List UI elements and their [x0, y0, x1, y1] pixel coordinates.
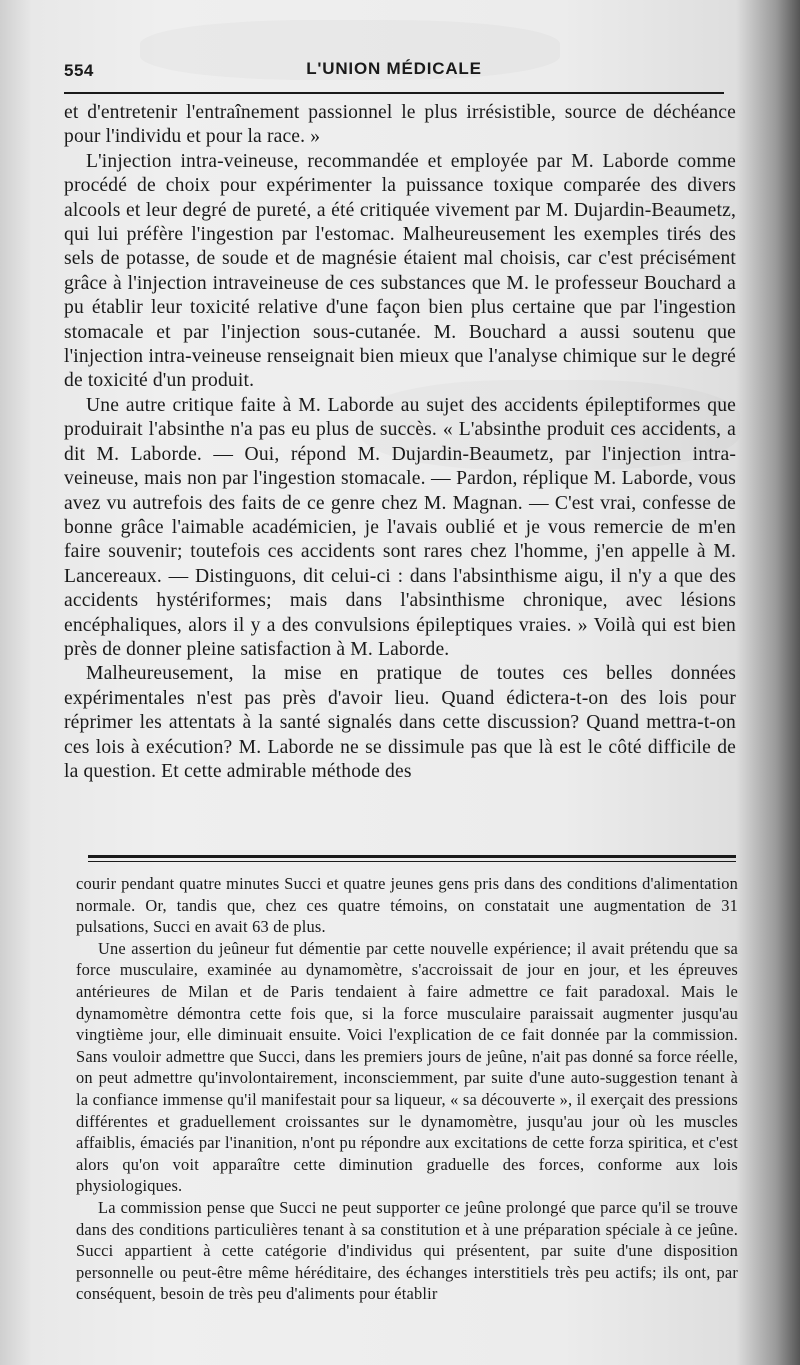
- body-paragraph: Malheureusement, la mise en pratique de toutes ces belles données expérimentales n'est pas près d'avoir lieu. Quand édictera-t-on des lois pour réprimer les attentats à la santé signalés dans cette discussion? Quand mettra-t-on ces lois à exécution? M. Laborde ne se dissimule pas que là est le côté difficile de la question. Et cette admirable méthode des: [64, 663, 736, 782]
- header-rule: [64, 92, 724, 94]
- body-paragraph: et d'entretenir l'entraînement passionnel le plus irrésistible, source de déchéance pour l'individu et pour la race. »: [64, 102, 736, 148]
- footnote-rule-thick: [88, 855, 736, 858]
- footnote-rule-thin: [88, 861, 736, 862]
- body-paragraph: L'injection intra-veineuse, recommandée et employée par M. Laborde comme procédé de choix pour expérimenter la puissance toxique comparée des divers alcools et leur degré de pureté, a été critiquée vivement par M. Dujardin-Beaumetz, qui lui préfère l'ingestion par l'estomac. Malheureusement les exemples tirés des sels de potasse, de soude et de magnésie étaient mal choisis, car c'est précisément grâce à l'injection intraveineuse de ces substances que M. le professeur Bouchard a pu établir leur toxicité relative d'une façon bien plus certaine que par l'ingestion stomacale et par l'injection sous-cutanée. M. Bouchard a aussi soutenu que l'injection intra-veineuse renseignait bien mieux que l'analyse chimique sur le degré de toxicité d'un produit.: [64, 150, 736, 392]
- footnote-paragraph: La commission pense que Succi ne peut supporter ce jeûne prolongé que parce qu'il se trouve dans des conditions particulières tenant à sa constitution et à une préparation spéciale à ce jeûne. Succi appartient à cette catégorie d'individus qui présentent, par suite d'une disposition personnelle ou peut-être même héréditaire, des échanges interstitiels très peu actifs; ils ont, par conséquent, besoin de très peu d'aliments pour établir: [76, 1197, 738, 1304]
- body-paragraph: Une autre critique faite à M. Laborde au sujet des accidents épileptiformes que produirait l'absinthe n'a pas eu plus de succès. « L'absinthe produit ces accidents, a dit M. Laborde. — Oui, répond M. Dujardin-Beaumetz, par l'injection intra-veineuse, mais non par l'ingestion stomacale. — Pardon, réplique M. Laborde, vous avez vu autrefois des faits de ce genre chez M. Magnan. — C'est vrai, confesse de bonne grâce l'aimable académicien, je l'avais oublié et je vous remercie de m'en faire souvenir; toutefois ces accidents sont rares chez l'homme, j'en appelle à M. Lancereaux. — Distinguons, dit celui-ci : dans l'absinthisme aigu, il n'y a que des accidents hystériformes; mais dans l'absinthisme chronique, avec lésions encéphaliques, alors il y a des convulsions épileptiques vraies. » Voilà qui est bien près de donner pleine satisfaction à M. Laborde.: [64, 394, 736, 660]
- footnote-paragraph: Une assertion du jeûneur fut démentie par cette nouvelle expérience; il avait prétendu que sa force musculaire, examinée au dynamomètre, s'accroissait de jour en jour, et les épreuves antérieures de Milan et de Paris tendaient à faire admettre ce fait paradoxal. Mais le dynamomètre démontra cette fois que, si la force musculaire paraissait augmenter jusqu'au vingtième jour, elle diminuait ensuite. Voici l'explication de ce fait donnée par la commission. Sans vouloir admettre que Succi, dans les premiers jours de jeûne, n'ait pas donné sa force réelle, on peut admettre qu'involontairement, inconsciemment, par suite d'une auto-suggestion tenant à la confiance immense qu'il manifestait pour sa liqueur, « sa découverte », il exerçait des pressions différentes et graduellement croissantes sur le dynamomètre, jusqu'au jour où les muscles affaiblis, émaciés par l'inanition, n'ont pu répondre aux excitations de cette forza spiritica, et c'est alors qu'on voit apparaître cette diminution graduelle des forces, conforme aux lois physiologiques.: [76, 938, 738, 1196]
- footnote: [76, 873, 738, 1305]
- page-header: [64, 55, 724, 85]
- main-text: [64, 101, 736, 784]
- footnote-paragraph: courir pendant quatre minutes Succi et quatre jeunes gens pris dans des conditions d'alimentation normale. Or, tandis que, chez ces quatre témoins, on constatait une augmentation de 31 pulsations, Succi en avait 63 de plus.: [76, 874, 738, 937]
- page-number: 554: [64, 61, 94, 80]
- running-title: L'UNION MÉDICALE: [306, 59, 482, 78]
